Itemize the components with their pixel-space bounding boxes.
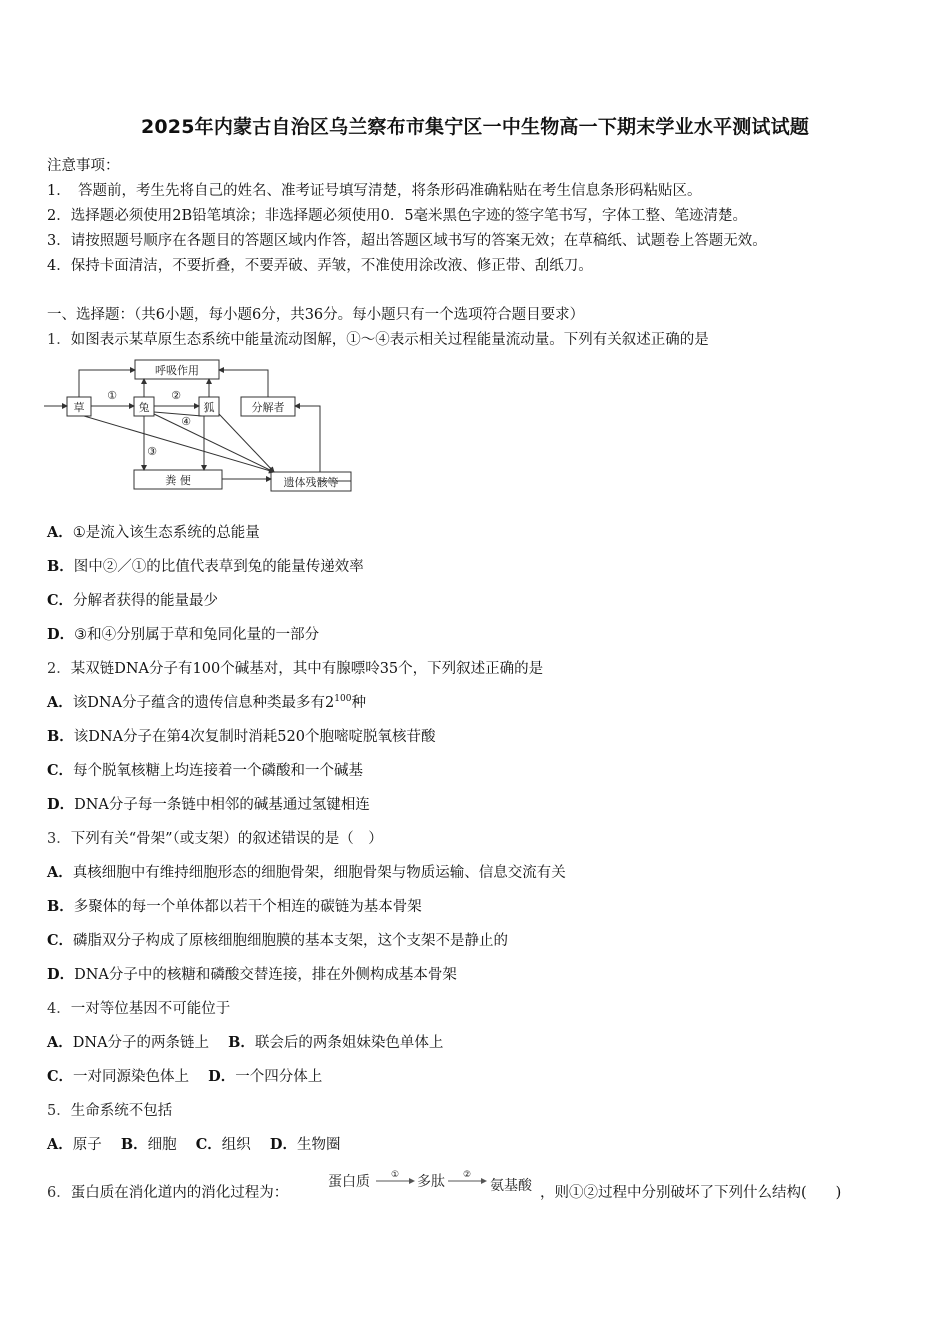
- question-5-options: [47, 1133, 340, 1154]
- question-text: 某双链DNA分子有100个碱基对，其中有腺嘌呤35个，下列叙述正确的是: [70, 661, 544, 677]
- question-2-option-c[interactable]: C．每个脱氧核糖上均连接着一个磷酸和一个碱基: [47, 762, 364, 779]
- question-4-option-d[interactable]: D．一个四分体上: [208, 1068, 323, 1085]
- question-5-option-d[interactable]: D．生物圈: [269, 1136, 341, 1153]
- peptide-label: 多肽: [417, 1174, 445, 1190]
- amino-acid-label: 氨基酸: [490, 1178, 532, 1194]
- question-6-stem-end: ，则①②过程中分别破坏了下列什么结构( ): [540, 1185, 842, 1201]
- marker-4: ④: [181, 415, 191, 428]
- question-2-stem: [47, 657, 543, 678]
- question-number: 4．: [47, 1001, 71, 1017]
- question-number: 3．: [47, 831, 71, 847]
- question-5-option-c[interactable]: C．组织: [195, 1136, 266, 1153]
- section-heading: 一、选择题：（共6小题，每小题6分，共36分。每小题只有一个选项符合题目要求）: [47, 307, 585, 323]
- arrow-1-label: ①: [390, 1170, 400, 1180]
- question-4-options-row-2: [47, 1065, 322, 1086]
- question-4-option-c[interactable]: C．一对同源染色体上: [47, 1068, 204, 1085]
- question-1-option-d[interactable]: D．③和④分别属于草和兔同化量的一部分: [47, 626, 320, 643]
- notice-heading: 注意事项：: [47, 158, 120, 174]
- question-2-option-b[interactable]: B．该DNA分子在第4次复制时消耗520个胞嘧啶脱氧核苷酸: [47, 728, 436, 745]
- question-2-option-d[interactable]: D．DNA分子每一条链中相邻的碱基通过氢键相连: [47, 796, 370, 813]
- question-text: 一对等位基因不可能位于: [70, 1001, 231, 1017]
- decomposer-label: 分解者: [251, 401, 285, 414]
- digestion-formula: [328, 1168, 540, 1196]
- rabbit-label: 兔: [138, 401, 150, 414]
- question-4-options-row-1: [47, 1031, 443, 1052]
- question-3-option-c[interactable]: C．磷脂双分子构成了原核细胞细胞膜的基本支架，这个支架不是静止的: [47, 932, 509, 949]
- question-number: 1．: [47, 332, 71, 348]
- question-number: 5．: [47, 1103, 71, 1119]
- remains-label: 遗体残骸等: [283, 476, 339, 489]
- marker-3: ③: [147, 445, 157, 458]
- grass-label: 草: [73, 401, 85, 414]
- arrow-2-label: ②: [462, 1170, 472, 1180]
- question-1-option-a[interactable]: A．①是流入该生态系统的总能量: [47, 524, 260, 541]
- fox-label: 狐: [203, 401, 215, 414]
- protein-label: 蛋白质: [328, 1174, 370, 1190]
- question-2-option-a[interactable]: A．该DNA分子蕴含的遗传信息种类最多有$2^{100}$种: [47, 694, 366, 711]
- feces-label: 粪 便: [165, 474, 191, 487]
- respiration-label: 呼吸作用: [155, 364, 199, 377]
- question-1-option-b[interactable]: B．图中②／①的比值代表草到兔的能量传递效率: [47, 558, 364, 575]
- question-text: 蛋白质在消化道内的消化过程为：: [70, 1185, 289, 1201]
- question-5-option-a[interactable]: A．原子: [47, 1136, 117, 1153]
- marker-2: ②: [171, 389, 181, 402]
- question-text: 生命系统不包括: [70, 1103, 173, 1119]
- question-3-option-a[interactable]: A．真核细胞中有维持细胞形态的细胞骨架，细胞骨架与物质运输、信息交流有关: [47, 864, 566, 881]
- question-number: 6．: [47, 1185, 71, 1201]
- notice-item-1: 1． 答题前，考生先将自己的姓名、准考证号填写清楚，将条形码准确粘贴在考生信息条形码粘贴区。: [47, 183, 702, 199]
- marker-1: ①: [107, 389, 117, 402]
- notice-item-3: 3．请按照题号顺序在各题目的答题区域内作答，超出答题区域书写的答案无效；在草稿纸、试题卷上答题无效。: [47, 233, 767, 249]
- question-1-option-c[interactable]: C．分解者获得的能量最少: [47, 592, 219, 609]
- question-5-option-b[interactable]: B．细胞: [120, 1136, 192, 1153]
- question-4-option-a[interactable]: A．DNA分子的两条链上: [47, 1034, 224, 1051]
- question-text: 如图表示某草原生态系统中能量流动图解，①～④表示相关过程能量流动量。下列有关叙述正确的是: [70, 332, 709, 348]
- notice-item-2: 2．选择题必须使用2B铅笔填涂；非选择题必须使用0．5毫米黑色字迹的签字笔书写，字体工整、笔迹清楚。: [47, 208, 748, 224]
- question-4-option-b[interactable]: B．联会后的两条姐妹染色单体上: [228, 1034, 444, 1051]
- energy-flow-diagram: [44, 354, 364, 499]
- question-5-stem: [47, 1099, 172, 1120]
- question-4-stem: [47, 997, 230, 1018]
- question-6-stem-start: [47, 1181, 288, 1202]
- question-3-option-d[interactable]: D．DNA分子中的核糖和磷酸交替连接，排在外侧构成基本骨架: [47, 966, 457, 983]
- question-3-option-b[interactable]: B．多聚体的每一个单体都以若干个相连的碳链为基本骨架: [47, 898, 422, 915]
- question-3-stem: [47, 827, 383, 848]
- question-text: 下列有关“骨架”（或支架）的叙述错误的是（ ）: [70, 831, 383, 847]
- question-number: 2．: [47, 661, 71, 677]
- question-1-stem: [47, 328, 709, 349]
- notice-item-4: 4．保持卡面清洁，不要折叠，不要弄破、弄皱，不准使用涂改液、修正带、刮纸刀。: [47, 258, 593, 274]
- page-title: 2025年内蒙古自治区乌兰察布市集宁区一中生物高一下期末学业水平测试试题: [140, 116, 810, 138]
